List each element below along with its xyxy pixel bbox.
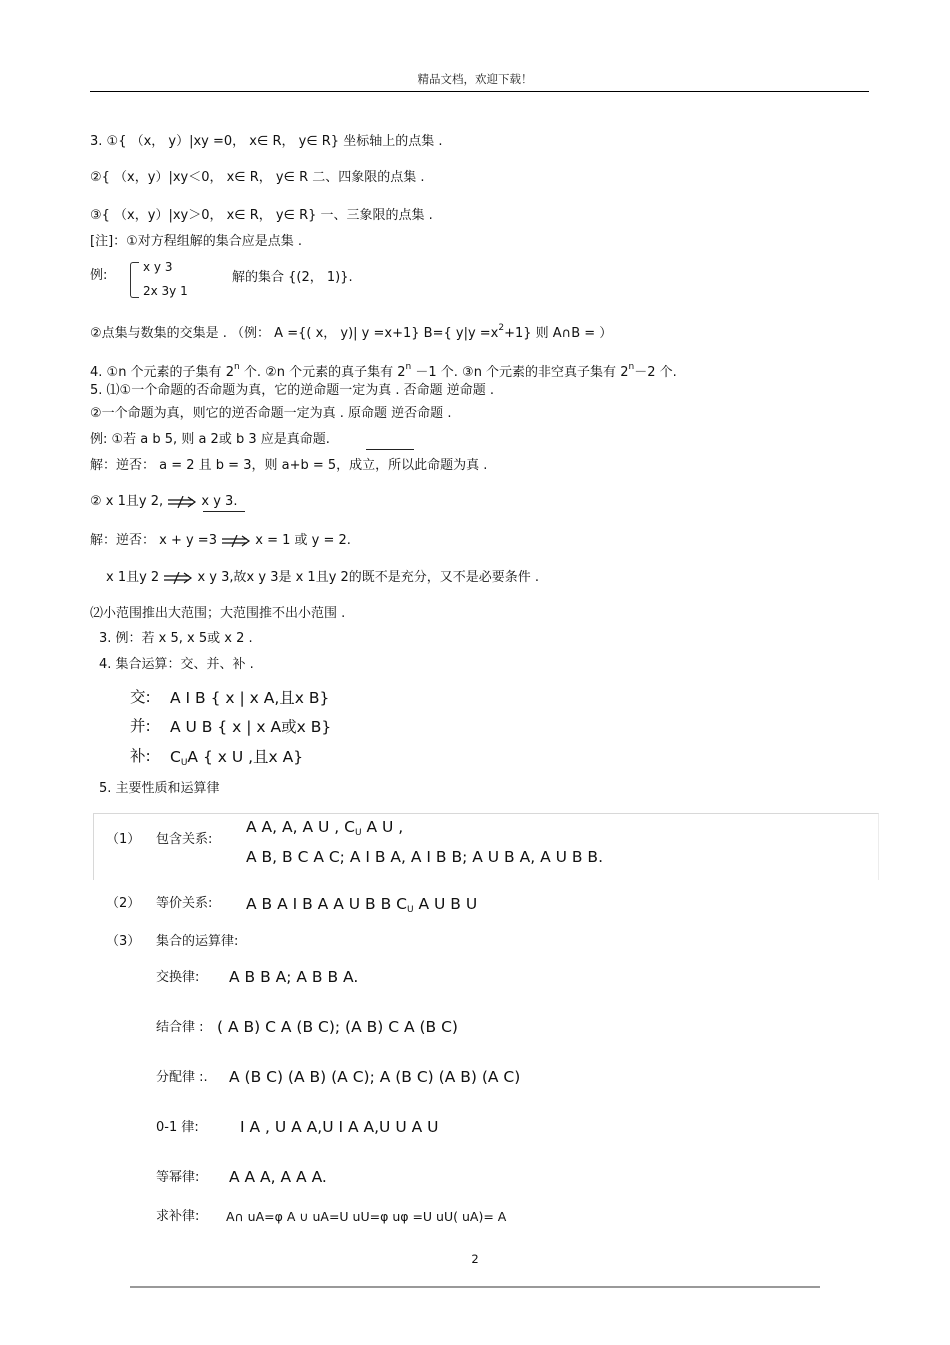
intersection-label: 交: bbox=[130, 688, 151, 706]
equation-1: x y 3 bbox=[143, 260, 173, 274]
underlined-true-proposition: 真命题 bbox=[286, 432, 326, 447]
union-definition: A U B { x | x A或x B} bbox=[170, 718, 332, 736]
complement-label: 补: bbox=[130, 747, 151, 765]
example-label: 例: bbox=[90, 268, 108, 283]
subset-count-line: 4. ①n 个元素的子集有 2$^n$ 个. ②n 个元素的真子集有 $2^n -1$ 个. ③n 个元素的非空真子集有 $2^n-2$ 个. bbox=[90, 362, 677, 380]
union-label: 并: bbox=[130, 717, 151, 735]
range-rule-line: ⑵小范围推出大范围；大范围推不出小范围 . bbox=[90, 606, 346, 621]
equivalence-expression: A B A I B A A U B B $C_U$ A U B U bbox=[246, 895, 478, 915]
equation-2: 2x 3y 1 bbox=[143, 284, 188, 298]
associative-label: 结合律 : bbox=[156, 1020, 204, 1035]
property-1-number: （1） bbox=[106, 832, 141, 847]
distributive-law: A (B C) (A B) (A C); A (B C) (A B) (A C) bbox=[229, 1068, 521, 1086]
idempotent-law: A A A, A A A. bbox=[229, 1168, 327, 1186]
idempotent-label: 等幂律: bbox=[156, 1170, 200, 1185]
property-2-label: 等价关系: bbox=[156, 896, 213, 911]
page-header: 精品文档，欢迎下载！ bbox=[417, 72, 533, 86]
commutative-label: 交换律: bbox=[156, 970, 200, 985]
inclusion-line-2: A B, B C A C; A I B A, A I B B; A U B A, A U B B. bbox=[246, 848, 603, 866]
inclusion-line-1: A A, A, A U , $C_U$ A U , bbox=[246, 818, 404, 838]
proposition-example-2: ② x 1且y 2, x y 3. bbox=[90, 494, 238, 509]
zero-one-label: 0-1 律: bbox=[156, 1120, 199, 1135]
properties-title: 5. 主要性质和运算律 bbox=[99, 781, 220, 796]
zero-one-law: I A , U A A,U I A A,U U A U bbox=[240, 1118, 439, 1136]
point-set-line-3: ③{ （x，y）|xy＞0， x∈ R， y∈ R} 一、三象限的点集 . bbox=[90, 208, 433, 223]
point-set-line-2: ②{ （x，y）|xy＜0， x∈ R， y∈ R 二、四象限的点集 . bbox=[90, 170, 425, 185]
solution-line-3: x 1且y 2 x y 3,故x y 3是 x 1且y 2的既不是充分，又不是必要条件 . bbox=[106, 570, 540, 585]
footer-rule bbox=[130, 1286, 820, 1288]
proposition-line-1: 5. ⑴①一个命题的否命题为真，它的逆命题一定为真 . 否命题 逆命题 . bbox=[90, 383, 494, 398]
solution-line-1: 解：逆否： a = 2 且 b = 3，则 a+b = 5，成立，所以此命题为真 . bbox=[90, 458, 488, 473]
range-example-line: 3. 例：若 x 5, x 5或 x 2 . bbox=[99, 631, 253, 646]
proposition-line-2: ②一个命题为真，则它的逆否命题一定为真 . 原命题 逆否命题 . bbox=[90, 406, 452, 421]
complement-law: A∩ uA=φ A ∪ uA=U uU=φ uφ =U uU( uA)= A bbox=[226, 1209, 507, 1224]
set-operations-title: 4. 集合运算：交、并、补 . bbox=[99, 657, 254, 672]
underline bbox=[366, 449, 414, 450]
example-result: 解的集合 {(2， 1)}. bbox=[232, 270, 353, 285]
proposition-example-1: 例: ①若 a b 5, 则 a 2或 b 3 应是真命题. bbox=[90, 432, 330, 447]
property-2-number: （2） bbox=[106, 896, 141, 911]
commutative-law: A B B A; A B B A. bbox=[229, 968, 359, 986]
complement-law-label: 求补律: bbox=[156, 1209, 200, 1224]
note-line: [注]：①对方程组解的集合应是点集 . bbox=[90, 234, 303, 249]
point-set-line-1: 3. ①{ （x， y）|xy =0， x∈ R， y∈ R} 坐标轴上的点集 . bbox=[90, 134, 443, 149]
solution-line-2: 解：逆否： x + y =3 x = 1 或 y = 2. bbox=[90, 533, 351, 548]
distributive-label: 分配律 :. bbox=[156, 1070, 208, 1085]
property-3-number: （3） bbox=[106, 934, 141, 949]
equation-system-brace bbox=[130, 262, 139, 298]
not-implies-arrow-icon bbox=[221, 535, 251, 547]
not-implies-arrow-icon bbox=[163, 572, 193, 584]
property-1-label: 包含关系: bbox=[156, 832, 213, 847]
header-rule bbox=[90, 91, 869, 92]
associative-law: ( A B) C A (B C); (A B) C A (B C) bbox=[217, 1018, 458, 1036]
not-implies-arrow-icon bbox=[167, 496, 197, 508]
intersection-definition: A I B { x | x A,且x B} bbox=[170, 689, 330, 707]
property-3-label: 集合的运算律: bbox=[156, 934, 239, 949]
page-number: 2 bbox=[471, 1252, 479, 1266]
point-number-intersection-line: ②点集与数集的交集是 . （例： A ={( x， y)| y =x+1} B={ $y|y =x^2+1$} 则 A∩B = ） bbox=[90, 323, 613, 341]
complement-definition: $C_UA$ { x U ,且x A} bbox=[170, 748, 304, 768]
underline bbox=[203, 511, 245, 512]
